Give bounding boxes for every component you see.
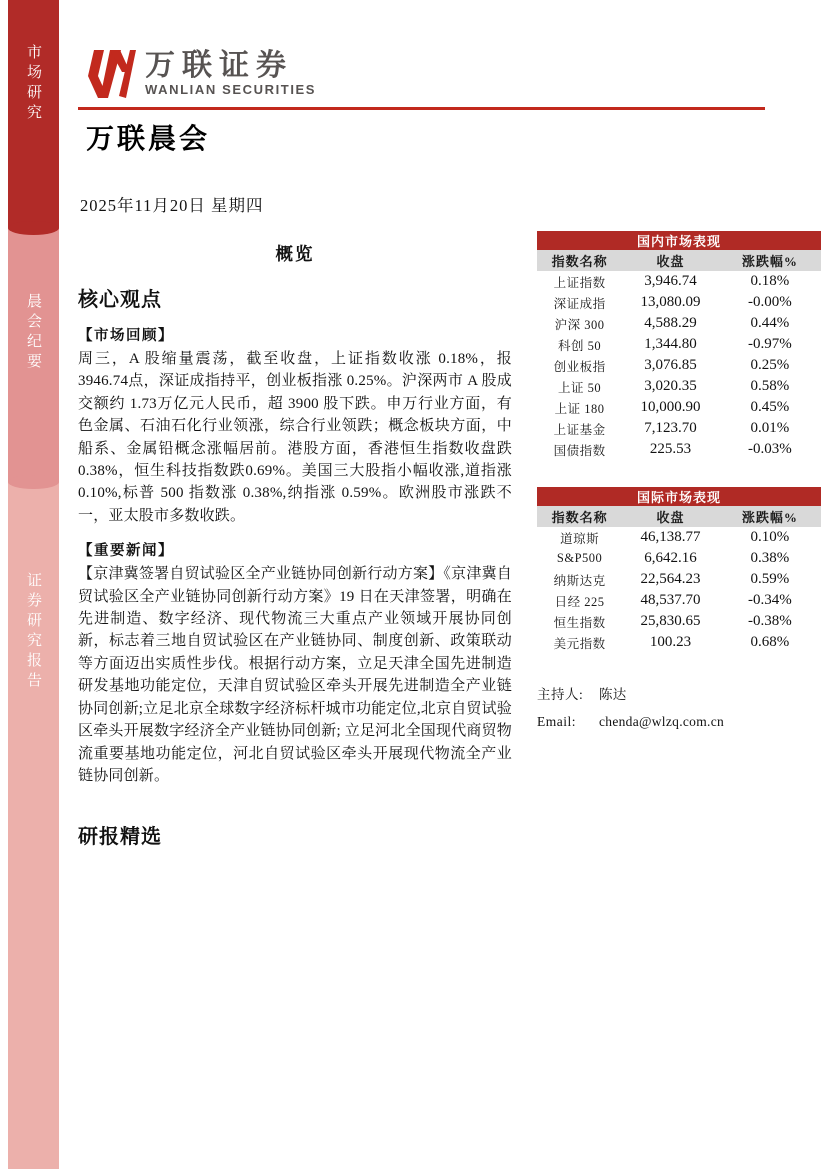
index-name: 科创 50 <box>558 338 602 353</box>
index-change: 0.25% <box>750 357 790 373</box>
sidebar-label-market-research: 市场研究 <box>25 44 41 124</box>
table-row <box>537 527 821 548</box>
index-change: 0.44% <box>750 315 790 331</box>
index-name: 上证指数 <box>553 275 606 290</box>
sidebar-label-research-report: 证券研究报告 <box>25 572 41 692</box>
table-row <box>537 313 821 334</box>
host-row <box>537 683 821 703</box>
table-row <box>537 334 821 355</box>
index-name: 道琼斯 <box>560 531 600 546</box>
index-change: 0.38% <box>750 550 790 566</box>
main-text-column <box>78 241 512 849</box>
index-change: 0.68% <box>750 634 790 650</box>
table-row <box>537 376 821 397</box>
column-header-change: 涨跌幅% <box>719 506 821 527</box>
index-name: 深证成指 <box>553 296 606 311</box>
table-spacer <box>537 460 821 487</box>
index-change: -0.34% <box>747 592 792 608</box>
index-change: -0.03% <box>747 441 792 457</box>
contact-block <box>537 683 821 730</box>
column-header-index-name: 指数名称 <box>537 506 622 527</box>
index-name: S&P500 <box>556 551 603 565</box>
index-close: 22,564.23 <box>640 571 701 587</box>
email-value: chenda@wlzq.com.cn <box>599 714 725 729</box>
index-close: 6,642.16 <box>644 550 697 566</box>
column-header-close: 收盘 <box>622 250 719 271</box>
table-row <box>537 611 821 632</box>
index-close: 48,537.70 <box>640 592 701 608</box>
index-close: 46,138.77 <box>640 529 701 545</box>
important-news-label: 【重要新闻】 <box>78 543 174 560</box>
report-title: 万联晨会 <box>86 124 211 155</box>
table-row <box>537 355 821 376</box>
index-close: 13,080.09 <box>640 294 701 310</box>
table-row <box>537 292 821 313</box>
selected-reports-heading: 研报精选 <box>78 826 162 849</box>
index-change: -0.38% <box>747 613 792 629</box>
index-name: 上证基金 <box>553 422 606 437</box>
host-label: 主持人: <box>537 687 584 702</box>
overview-section-title: 概览 <box>275 244 315 264</box>
table-row <box>537 397 821 418</box>
index-name: 沪深 300 <box>554 317 605 332</box>
index-change: 0.10% <box>750 529 790 545</box>
column-header-index-name: 指数名称 <box>537 250 622 271</box>
important-news-paragraph: 【京津冀签署自贸试验区全产业链协同创新行动方案】《京津冀自贸试验区全产业链协同创新行动方案》19 日在天津签署，明确在先进制造、数字经济、现代物流三大重点产业领域开展协同创新，标志着三地自贸试验区在产业链协同、制度创新、政策联动等方面迈出实质性步伐。根据行动方案，立足天津全国先进制造研发基地功能定位，天津自贸试验区牵头开展先进制造全产业链协同创新;立足北京全球数字经济标杆城市功能定位,北京自贸试验区牵头开展数字经济全产业链协同创新; 立足河北全国现代商贸物流重要基地功能定位，河北自贸试验区牵头开展现代物流全产业链协同创新。 <box>78 566 512 784</box>
index-close: 1,344.80 <box>644 336 697 352</box>
index-close: 25,830.65 <box>640 613 701 629</box>
index-close: 3,020.35 <box>644 378 697 394</box>
index-close: 3,946.74 <box>644 273 697 289</box>
table-row <box>537 569 821 590</box>
table-row <box>537 590 821 611</box>
index-change: 0.18% <box>750 273 790 289</box>
sidebar-band <box>8 0 59 1169</box>
logo-english-name: WANLIAN SECURITIES <box>145 82 317 97</box>
international-market-table <box>537 487 821 653</box>
index-change: 0.58% <box>750 378 790 394</box>
market-review-label: 【市场回顾】 <box>78 328 174 344</box>
header-divider-rule <box>78 107 765 110</box>
sidebar-label-morning-minutes: 晨会纪要 <box>25 293 41 373</box>
index-name: 上证 50 <box>558 380 602 395</box>
index-name: 恒生指数 <box>553 615 606 630</box>
index-name: 日经 225 <box>554 594 605 609</box>
core-views-heading: 核心观点 <box>78 289 162 311</box>
table-row <box>537 439 821 460</box>
domestic-table-title: 国内市场表现 <box>537 231 821 250</box>
index-change: 0.01% <box>750 420 790 436</box>
index-close: 7,123.70 <box>644 420 697 436</box>
table-row <box>537 418 821 439</box>
index-close: 225.53 <box>649 441 692 457</box>
market-review-paragraph: 周三，A 股缩量震荡，截至收盘，上证指数收涨 0.18%，报 3946.74点，深证成指持平，创业板指涨 0.25%。沪深两市 A 股成交额约 1.73万亿元人民币，超 3900 股下跌。申万行业方面，有色金属、石油石化行业领涨，综合行业领跌；概念板块方面，中船系、金属铅概念涨幅居前。港股方面，香港恒生指数收盘跌 0.38%，恒生科技指数跌0.69%。美国三大股指小幅收涨,道指涨 0.10%,标普 500 指数涨 0.38%,纳指涨 0.59%。欧洲股市涨跌不一，亚太股市多数收跌。 <box>78 351 512 524</box>
email-label: Email: <box>537 714 576 729</box>
logo-chinese-name: 万联证券 <box>145 49 293 82</box>
market-tables-column <box>537 231 821 741</box>
index-change: -0.97% <box>747 336 792 352</box>
email-row <box>537 714 821 730</box>
index-name: 国债指数 <box>553 443 606 458</box>
company-logo <box>84 50 316 98</box>
index-close: 3,076.85 <box>644 357 697 373</box>
table-row <box>537 548 821 569</box>
index-close: 4,588.29 <box>644 315 697 331</box>
table-row <box>537 271 821 292</box>
index-change: -0.00% <box>747 294 792 310</box>
wanlian-w-logo-icon <box>84 50 136 98</box>
table-header-row <box>537 250 821 271</box>
index-name: 美元指数 <box>553 636 606 651</box>
table-header-row <box>537 506 821 527</box>
index-name: 上证 180 <box>554 401 605 416</box>
index-close: 10,000.90 <box>640 399 701 415</box>
table-row <box>537 632 821 653</box>
international-table-title: 国际市场表现 <box>537 487 821 506</box>
index-close: 100.23 <box>649 634 692 650</box>
column-header-close: 收盘 <box>622 506 719 527</box>
host-name: 陈达 <box>599 687 627 702</box>
column-header-change: 涨跌幅% <box>719 250 821 271</box>
index-name: 纳斯达克 <box>553 573 606 588</box>
index-change: 0.45% <box>750 399 790 415</box>
index-name: 创业板指 <box>553 359 606 374</box>
domestic-market-table <box>537 231 821 460</box>
report-date: 2025年11月20日 星期四 <box>80 196 264 215</box>
index-change: 0.59% <box>750 571 790 587</box>
